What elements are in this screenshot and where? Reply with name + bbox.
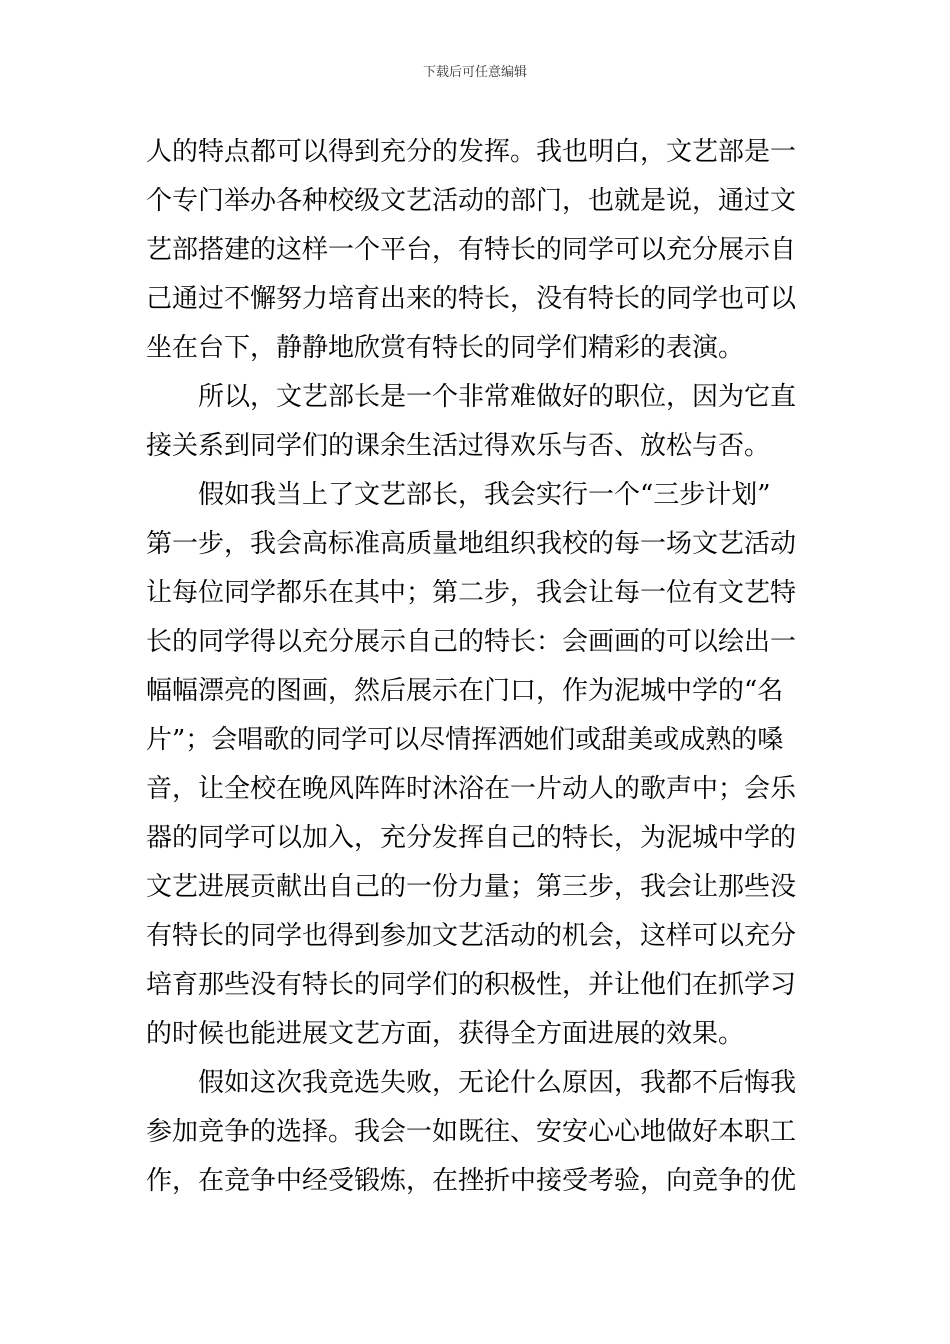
text-line: 文艺进展贡献出自己的一份力量；第三步，我会让那些没 bbox=[146, 872, 797, 902]
text-line: 假如这次我竞选失败，无论什么原因，我都不后悔我 bbox=[198, 1068, 797, 1098]
document-body bbox=[146, 128, 806, 1206]
text-line: 培育那些没有特长的同学们的积极性，并让他们在抓学习 bbox=[146, 970, 797, 1000]
text-line: 假如我当上了文艺部长，我会实行一个“三步计划” bbox=[198, 480, 771, 510]
paragraph-4 bbox=[146, 1059, 806, 1206]
text-line: 长的同学得以充分展示自己的特长：会画画的可以绘出一 bbox=[146, 627, 797, 657]
text-line: 器的同学可以加入，充分发挥自己的特长，为泥城中学的 bbox=[146, 823, 797, 853]
text-line: 坐在台下，静静地欣赏有特长的同学们精彩的表演。 bbox=[146, 333, 745, 363]
paragraph-3 bbox=[146, 471, 806, 1059]
text-line: 己通过不懈努力培育出来的特长，没有特长的同学也可以 bbox=[146, 284, 797, 314]
text-line: 片”；会唱歌的同学可以尽情挥洒她们或甜美或成熟的嗓 bbox=[146, 725, 784, 755]
text-line: 第一步，我会高标准高质量地组织我校的每一场文艺活动 bbox=[146, 529, 797, 559]
text-line: 接关系到同学们的课余生活过得欢乐与否、放松与否。 bbox=[146, 431, 771, 461]
text-line: 幅幅漂亮的图画，然后展示在门口，作为泥城中学的“名 bbox=[146, 676, 784, 706]
text-line: 参加竞争的选择。我会一如既往、安安心心地做好本职工 bbox=[146, 1117, 797, 1147]
text-line: 作，在竞争中经受锻炼，在挫折中接受考验，向竞争的优 bbox=[146, 1166, 797, 1196]
text-line: 音，让全校在晚风阵阵时沐浴在一片动人的歌声中；会乐 bbox=[146, 774, 797, 804]
text-line: 个专门举办各种校级文艺活动的部门，也就是说，通过文 bbox=[146, 186, 797, 216]
text-line: 的时候也能进展文艺方面，获得全方面进展的效果。 bbox=[146, 1019, 745, 1049]
text-line: 有特长的同学也得到参加文艺活动的机会，这样可以充分 bbox=[146, 921, 797, 951]
page-header: 下载后可任意编辑 bbox=[422, 65, 527, 80]
text-line: 人的特点都可以得到充分的发挥。我也明白，文艺部是一 bbox=[146, 137, 797, 167]
paragraph-1 bbox=[146, 128, 806, 373]
paragraph-2 bbox=[146, 373, 806, 471]
text-line: 所以，文艺部长是一个非常难做好的职位，因为它直 bbox=[198, 382, 797, 412]
text-line: 让每位同学都乐在其中；第二步，我会让每一位有文艺特 bbox=[146, 578, 797, 608]
text-line: 艺部搭建的这样一个平台，有特长的同学可以充分展示自 bbox=[146, 235, 797, 265]
